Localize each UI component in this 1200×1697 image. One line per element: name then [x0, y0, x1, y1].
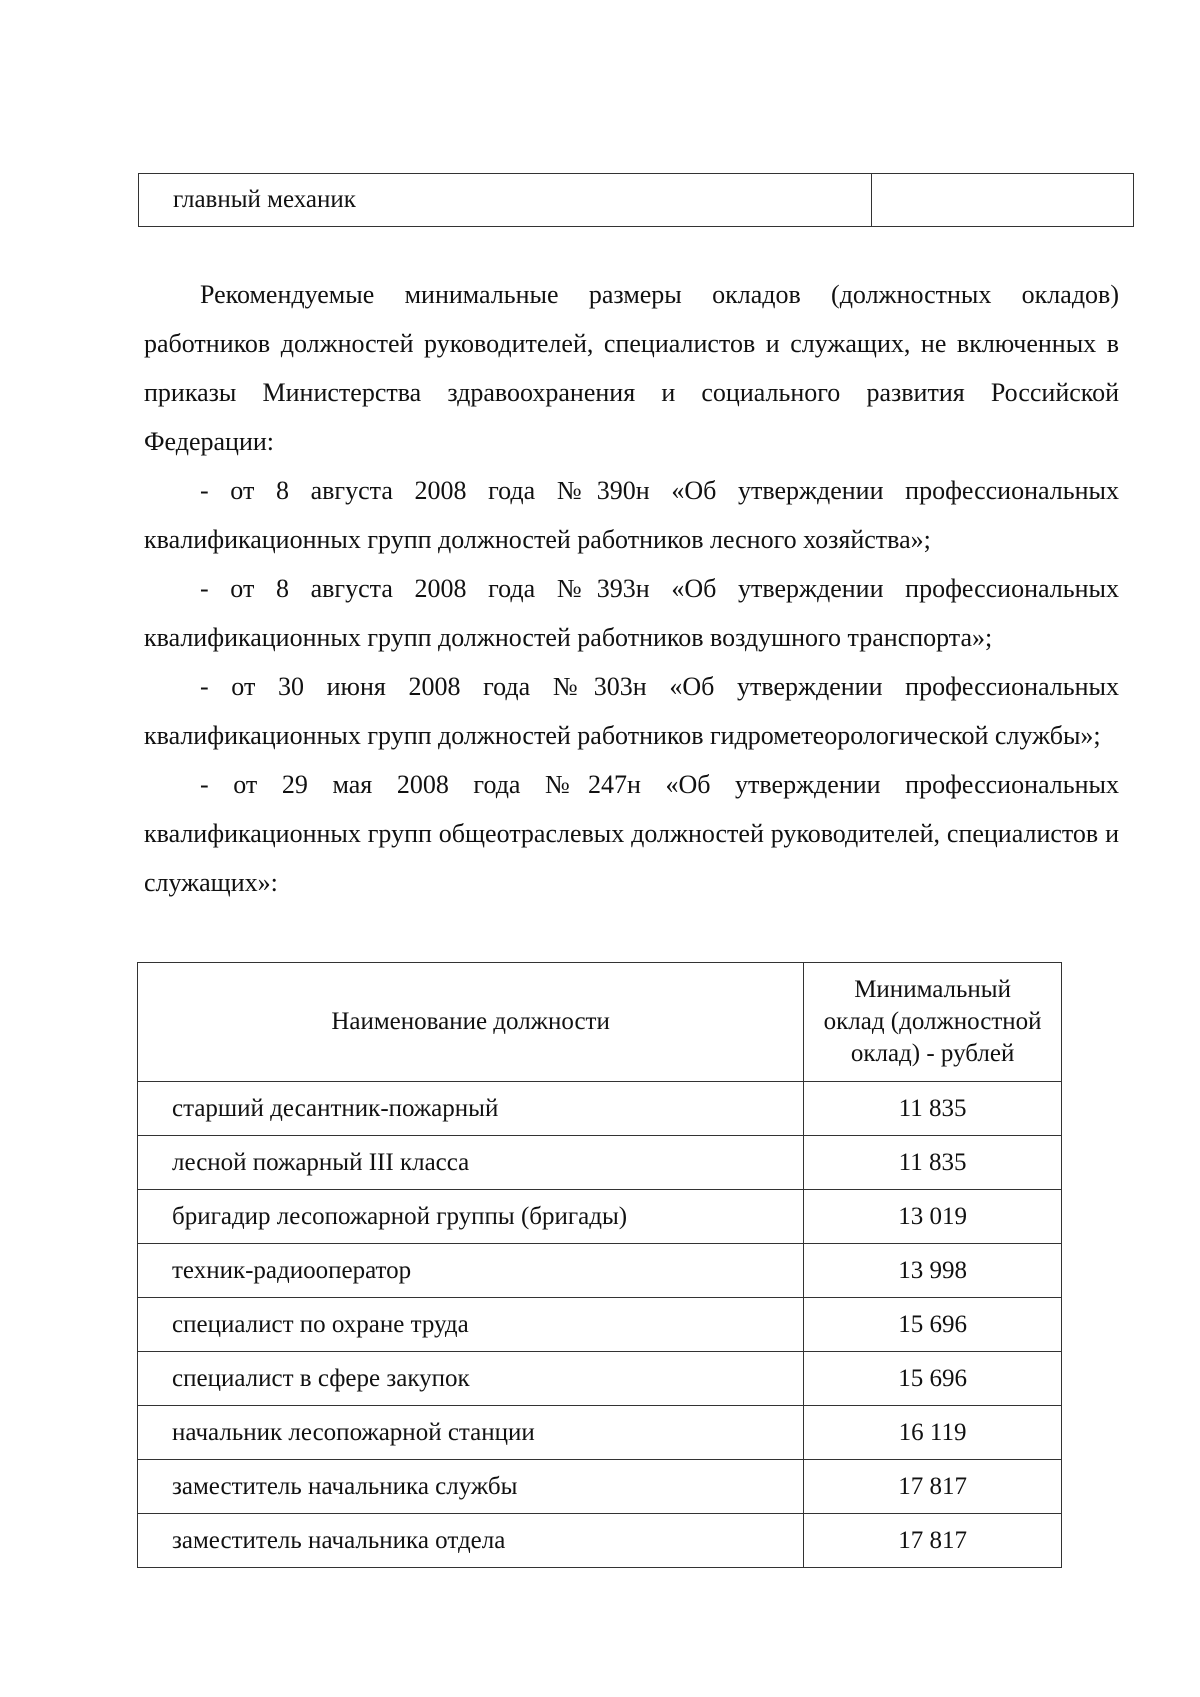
salary-cell: 17 817	[804, 1514, 1062, 1568]
table-row	[138, 1514, 1062, 1568]
table-row	[138, 1082, 1062, 1136]
table-row	[138, 1460, 1062, 1514]
position-name-cell: заместитель начальника отдела	[138, 1514, 804, 1568]
salary-cell: 15 696	[804, 1298, 1062, 1352]
salary-cell: 11 835	[804, 1082, 1062, 1136]
position-name-cell: главный механик	[139, 174, 872, 227]
table-row	[138, 1190, 1062, 1244]
position-name-cell: старший десантник-пожарный	[138, 1082, 804, 1136]
salary-cell: 13 019	[804, 1190, 1062, 1244]
position-name-cell: бригадир лесопожарной группы (бригады)	[138, 1190, 804, 1244]
position-name-cell: начальник лесопожарной станции	[138, 1406, 804, 1460]
header-line: оклад) - рублей	[850, 1040, 1015, 1067]
continuation-table	[138, 173, 1134, 227]
order-paragraph-390n: - от 8 августа 2008 года №390н «Об утверждении профессиональных квалификационных групп должностей работников лесного хозяйства»;	[144, 476, 1119, 554]
order-paragraph-247n: - от 29 мая 2008 года №247н «Об утверждении профессиональных квалификационных групп общеотраслевых должностей руководителей, специалистов и служащих»:	[144, 770, 1119, 897]
position-name-cell: лесной пожарный III класса	[138, 1136, 804, 1190]
salary-cell: 15 696	[804, 1352, 1062, 1406]
position-name-cell: специалист по охране труда	[138, 1298, 804, 1352]
salary-table	[137, 962, 1062, 1568]
table-row	[138, 1136, 1062, 1190]
position-name-cell: специалист в сфере закупок	[138, 1352, 804, 1406]
salary-cell: 16 119	[804, 1406, 1062, 1460]
salary-cell: 13 998	[804, 1244, 1062, 1298]
salary-cell: 17 817	[804, 1460, 1062, 1514]
intro-paragraph: Рекомендуемые минимальные размеры окладов (должностных окладов) работников должностей руководителей, специалистов и служащих, не включенных в приказы Министерства здравоохранения и социального развития Российской Федерации:	[144, 280, 1119, 456]
table-row	[139, 174, 1134, 227]
table-row	[138, 1244, 1062, 1298]
salary-cell	[871, 174, 1133, 227]
order-paragraph-393n: - от 8 августа 2008 года №393н «Об утверждении профессиональных квалификационных групп должностей работников воздушного транспорта»;	[144, 574, 1119, 652]
column-header-salary	[804, 963, 1062, 1082]
header-line: Минимальный	[854, 976, 1011, 1003]
salary-cell: 11 835	[804, 1136, 1062, 1190]
table-header-row	[138, 963, 1062, 1082]
position-name-cell: заместитель начальника службы	[138, 1460, 804, 1514]
table-row	[138, 1352, 1062, 1406]
table-row	[138, 1406, 1062, 1460]
header-line: оклад (должностной	[823, 1008, 1042, 1035]
table-row	[138, 1298, 1062, 1352]
column-header-position: Наименование должности	[138, 963, 804, 1082]
order-paragraph-303n: - от 30 июня 2008 года №303н «Об утверждении профессиональных квалификационных групп должностей работников гидрометеорологической службы»;	[144, 672, 1119, 750]
position-name-cell: техник-радиооператор	[138, 1244, 804, 1298]
body-text	[144, 270, 1119, 907]
